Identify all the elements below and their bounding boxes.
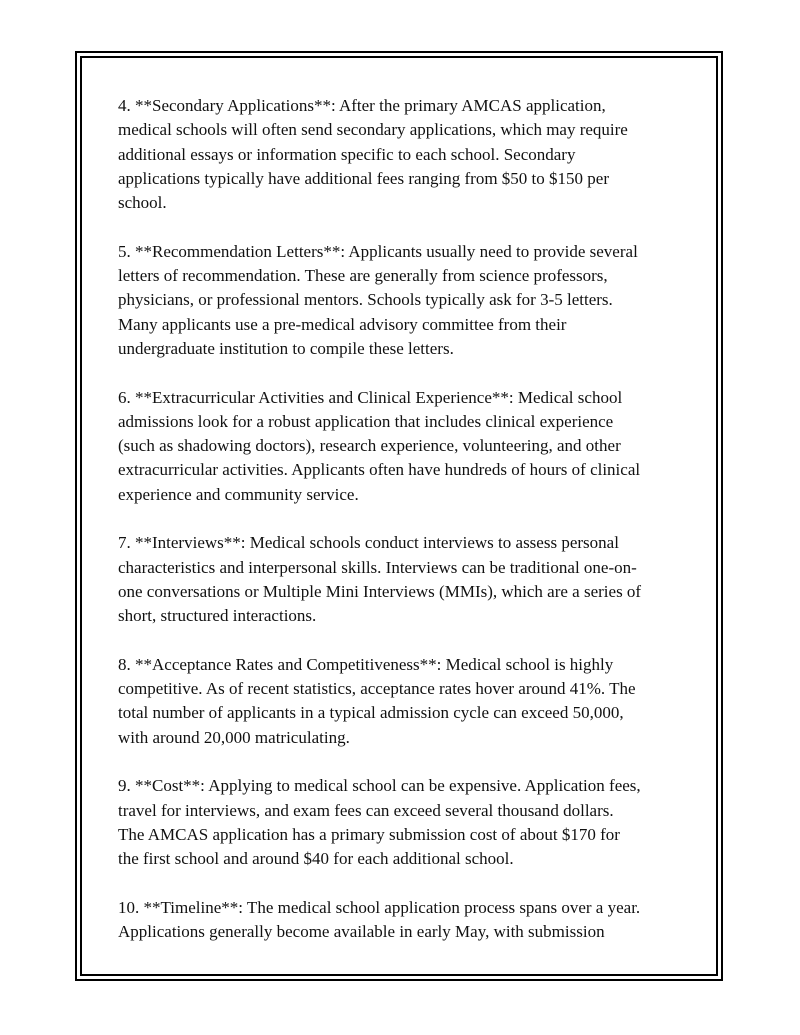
paragraph-timeline: 10. **Timeline**: The medical school application process spans over a year. Applications generally become available in early May, with submission xyxy=(118,897,641,942)
paragraph-secondary-applications: 4. **Secondary Applications**: After the primary AMCAS application, medical schools will often send secondary applications, which may require additional essays or information specific to each school. Secondary applications typically have additional fees ranging from $50 to $150 per school. xyxy=(118,96,628,213)
paragraph-cost: 9. **Cost**: Applying to medical school can be expensive. Application fees, travel for interviews, and exam fees can exceed several thousand dollars. The AMCAS application has a primary submission cost of about $170 for the first school and around $40 for each additional school. xyxy=(118,776,641,869)
paragraph-acceptance-rates: 8. **Acceptance Rates and Competitiveness**: Medical school is highly competitive. As of recent statistics, acceptance rates hover around 41%. The total number of applicants in a typical admission cycle can exceed 50,000, with around 20,000 matriculating. xyxy=(118,654,636,747)
paragraph-extracurricular-activities: 6. **Extracurricular Activities and Clinical Experience**: Medical school admissions look for a robust application that includes clinical experience (such as shadowing doctors), research experience, volunteering, and other extracurricular activities. Applicants often have hundreds of hours of clinical experience and community service. xyxy=(118,387,641,504)
document-body xyxy=(118,94,690,969)
paragraph-interviews: 7. **Interviews**: Medical schools conduct interviews to assess personal characteristics and interpersonal skills. Interviews can be traditional one-on- one conversations or Multiple Mini Interviews (MMIs), which are a series of short, structured interactions. xyxy=(118,533,642,626)
paragraph-recommendation-letters: 5. **Recommendation Letters**: Applicants usually need to provide several letters of recommendation. These are generally from science professors, physicians, or professional mentors. Schools typically ask for 3-5 letters. Many applicants use a pre-medical advisory committee from their undergraduate institution to compile these letters. xyxy=(118,241,638,358)
